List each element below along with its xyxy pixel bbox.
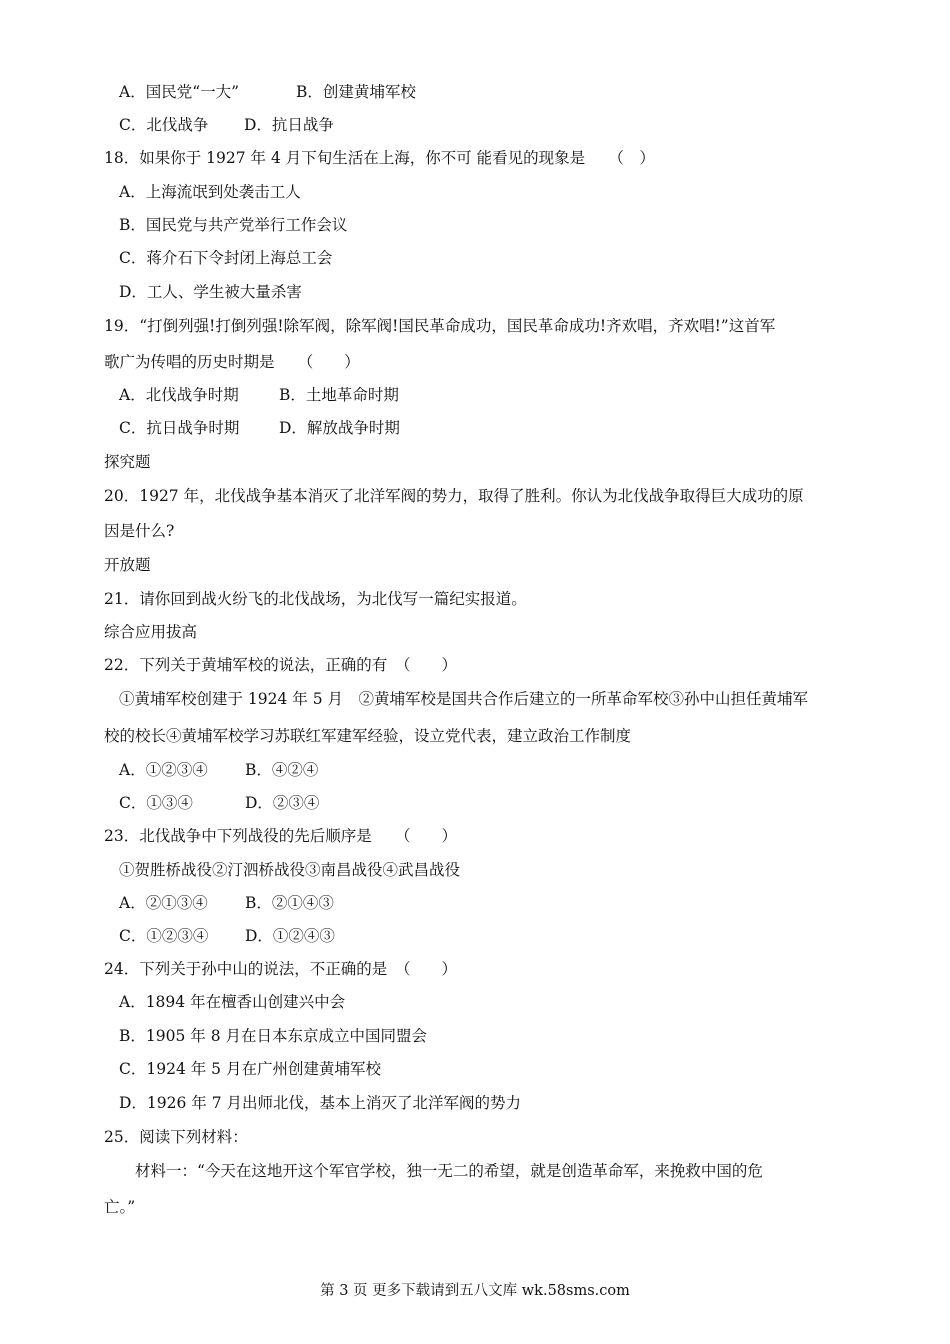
q23-statements: ①贺胜桥战役②汀泗桥战役③南昌战役④武昌战役	[119, 861, 461, 879]
q18-option-a: A．上海流氓到处袭击工人	[119, 183, 301, 201]
q17-options-ab	[119, 82, 416, 102]
option-b: B．②①④③	[245, 894, 334, 912]
q25-material1-line2: 亡。”	[104, 1198, 136, 1216]
option-a: A．北伐战争时期	[119, 386, 239, 404]
question-25: 25．阅读下列材料：	[104, 1128, 248, 1146]
question-24: 24．下列关于孙中山的说法，不正确的是 （ ）	[104, 960, 457, 978]
option-d: D．①②④③	[245, 927, 335, 945]
q24-option-b: B．1905 年 8 月在日本东京成立中国同盟会	[119, 1027, 427, 1045]
question-22: 22．下列关于黄埔军校的说法，正确的有 （ ）	[104, 656, 457, 674]
option-c: C．北伐战争	[119, 116, 209, 134]
q19-options-ab	[119, 385, 399, 405]
question-19-line2: 歌广为传唱的历史时期是 （ ）	[104, 353, 360, 371]
option-a: A．②①③④	[119, 894, 208, 912]
question-19-line1: 19．“打倒列强!打倒列强!除军阀，除军阀!国民革命成功，国民革命成功!齐欢唱，齐欢唱!”这首军	[104, 317, 776, 335]
question-20-line2: 因是什么?	[104, 522, 175, 540]
section-apply-heading: 综合应用拔高	[104, 623, 198, 641]
q18-option-c: C．蒋介石下令封闭上海总工会	[119, 249, 333, 267]
section-open-heading: 开放题	[104, 556, 151, 574]
option-c: C．抗日战争时期	[119, 419, 240, 437]
q25-material1-line1: 材料一：“今天在这地开这个军官学校，独一无二的希望，就是创造革命军，来挽救中国的危	[135, 1162, 763, 1180]
q24-option-d: D．1926 年 7 月出师北伐，基本上消灭了北洋军阀的势力	[119, 1094, 522, 1112]
option-c: C．①③④	[119, 794, 193, 812]
option-a: A．国民党“一大”	[119, 83, 240, 101]
q23-options-cd	[119, 926, 335, 946]
q18-option-b: B．国民党与共产党举行工作会议	[119, 216, 348, 234]
q24-option-c: C．1924 年 5 月在广州创建黄埔军校	[119, 1060, 381, 1078]
option-d: D．②③④	[245, 794, 320, 812]
q18-option-d: D．工人、学生被大量杀害	[119, 283, 302, 301]
q23-options-ab	[119, 893, 334, 913]
q24-option-a: A．1894 年在檀香山创建兴中会	[119, 993, 346, 1011]
question-20-line1: 20．1927 年，北伐战争基本消灭了北洋军阀的势力，取得了胜利。你认为北伐战争取得巨大成功的原	[104, 487, 804, 505]
q19-options-cd	[119, 418, 400, 438]
q22-statements-line1: ①黄埔军校创建于 1924 年 5 月 ②黄埔军校是国共合作后建立的一所革命军校③孙中山担任黄埔军	[119, 690, 809, 708]
q22-statements-line2: 校的校长④黄埔军校学习苏联红军建军经验，设立党代表，建立政治工作制度	[104, 727, 632, 745]
option-b: B．土地革命时期	[279, 386, 399, 404]
question-23: 23．北伐战争中下列战役的先后顺序是 （ ）	[104, 827, 457, 845]
q22-options-cd	[119, 793, 320, 813]
q22-options-ab	[119, 760, 319, 780]
option-d: D．解放战争时期	[279, 419, 400, 437]
option-a: A．①②③④	[119, 761, 208, 779]
question-21: 21．请你回到战火纷飞的北伐战场，为北伐写一篇纪实报道。	[104, 590, 527, 608]
option-c: C．①②③④	[119, 927, 209, 945]
option-b: B．创建黄埔军校	[296, 83, 416, 101]
q17-options-cd	[119, 115, 334, 135]
section-explore-heading: 探究题	[104, 453, 151, 471]
page-footer: 第 3 页 更多下载请到五八文库 wk.58sms.com	[320, 1283, 630, 1299]
question-18: 18．如果你于 1927 年 4 月下旬生活在上海，你不可 能看见的现象是 （ ）	[104, 149, 655, 167]
option-b: B．④②④	[245, 761, 319, 779]
option-d: D．抗日战争	[244, 116, 334, 134]
